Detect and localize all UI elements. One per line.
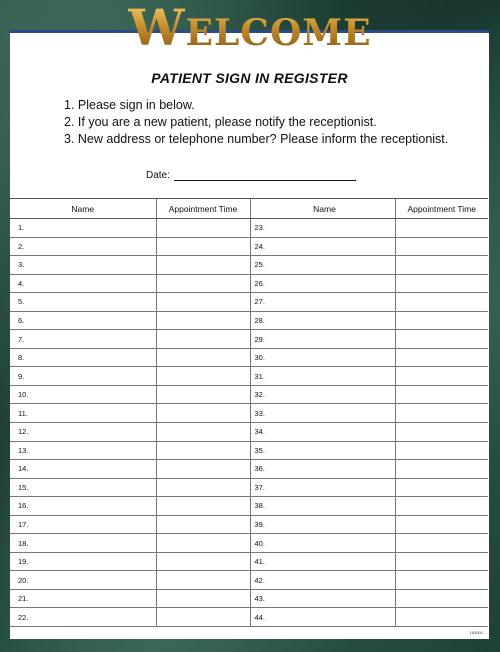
appointment-time-cell[interactable] (395, 478, 488, 497)
table-row (10, 348, 488, 367)
welcome-rest-letters: ELCOME (185, 12, 372, 54)
name-cell[interactable]: 17. (10, 515, 156, 534)
sign-in-sheet (10, 30, 489, 639)
table-row (10, 293, 488, 312)
name-cell[interactable]: 15. (10, 478, 156, 497)
date-label: Date: (146, 170, 170, 181)
appointment-time-cell[interactable] (156, 515, 250, 534)
name-cell[interactable]: 12. (10, 423, 156, 442)
name-cell[interactable]: 36. (250, 460, 395, 479)
appointment-time-cell[interactable] (395, 293, 488, 312)
name-cell[interactable]: 19. (10, 552, 156, 571)
name-cell[interactable]: 42. (250, 571, 395, 590)
appointment-time-cell[interactable] (156, 497, 250, 516)
appointment-time-cell[interactable] (395, 608, 488, 627)
appointment-time-cell[interactable] (395, 460, 488, 479)
appointment-time-cell[interactable] (156, 478, 250, 497)
name-cell[interactable]: 8. (10, 348, 156, 367)
appointment-time-cell[interactable] (395, 497, 488, 516)
appointment-time-cell[interactable] (156, 256, 250, 275)
appointment-time-cell[interactable] (395, 515, 488, 534)
appointment-time-cell[interactable] (156, 293, 250, 312)
appointment-time-cell[interactable] (156, 367, 250, 386)
table-row (10, 404, 488, 423)
appointment-time-cell[interactable] (395, 311, 488, 330)
table-row (10, 460, 488, 479)
table-header-row (10, 199, 488, 219)
appointment-time-cell[interactable] (156, 571, 250, 590)
sign-in-table (10, 198, 488, 627)
appointment-time-cell[interactable] (156, 589, 250, 608)
table-row (10, 330, 488, 349)
table-row (10, 608, 488, 627)
appointment-time-cell[interactable] (395, 274, 488, 293)
appointment-time-cell[interactable] (156, 237, 250, 256)
name-cell[interactable]: 7. (10, 330, 156, 349)
date-row (146, 169, 356, 181)
appointment-time-cell[interactable] (395, 219, 488, 238)
name-cell[interactable]: 37. (250, 478, 395, 497)
name-cell[interactable]: 6. (10, 311, 156, 330)
name-cell[interactable]: 28. (250, 311, 395, 330)
name-cell[interactable]: 38. (250, 497, 395, 516)
appointment-time-cell[interactable] (395, 348, 488, 367)
name-cell[interactable]: 23. (250, 219, 395, 238)
appointment-time-cell[interactable] (395, 330, 488, 349)
appointment-time-cell[interactable] (156, 552, 250, 571)
table-row (10, 423, 488, 442)
column-header-appointment-time: Appointment Time (156, 199, 250, 219)
name-cell[interactable]: 13. (10, 441, 156, 460)
table-row (10, 478, 488, 497)
name-cell[interactable]: 31. (250, 367, 395, 386)
table-row (10, 441, 488, 460)
name-cell[interactable]: 10. (10, 385, 156, 404)
name-cell[interactable]: 11. (10, 404, 156, 423)
name-cell[interactable]: 3. (10, 256, 156, 275)
table-row (10, 256, 488, 275)
name-cell[interactable]: 34. (250, 423, 395, 442)
table-row (10, 237, 488, 256)
appointment-time-cell[interactable] (156, 274, 250, 293)
instruction-item: 2. If you are a new patient, please notify the receptionist. (64, 115, 377, 129)
name-cell[interactable]: 30. (250, 348, 395, 367)
column-header-appointment-time: Appointment Time (395, 199, 488, 219)
appointment-time-cell[interactable] (395, 367, 488, 386)
name-cell[interactable]: 5. (10, 293, 156, 312)
appointment-time-cell[interactable] (395, 256, 488, 275)
instruction-item: 1. Please sign in below. (64, 98, 195, 112)
name-cell[interactable]: 35. (250, 441, 395, 460)
appointment-time-cell[interactable] (156, 330, 250, 349)
name-cell[interactable]: 24. (250, 237, 395, 256)
form-code: 163001 (469, 630, 483, 635)
name-cell[interactable]: 4. (10, 274, 156, 293)
name-cell[interactable]: 25. (250, 256, 395, 275)
welcome-banner (0, 0, 500, 57)
appointment-time-cell[interactable] (395, 237, 488, 256)
instruction-item: 3. New address or telephone number? Please inform the receptionist. (64, 132, 449, 146)
table-row (10, 571, 488, 590)
name-cell[interactable]: 20. (10, 571, 156, 590)
name-cell[interactable]: 27. (250, 293, 395, 312)
table-row (10, 515, 488, 534)
name-cell[interactable]: 14. (10, 460, 156, 479)
appointment-time-cell[interactable] (156, 385, 250, 404)
name-cell[interactable]: 1. (10, 219, 156, 238)
appointment-time-cell[interactable] (395, 571, 488, 590)
name-cell[interactable]: 2. (10, 237, 156, 256)
table-row (10, 367, 488, 386)
name-cell[interactable]: 39. (250, 515, 395, 534)
name-cell[interactable]: 9. (10, 367, 156, 386)
appointment-time-cell[interactable] (395, 534, 488, 553)
table-row (10, 534, 488, 553)
appointment-time-cell[interactable] (395, 441, 488, 460)
appointment-time-cell[interactable] (395, 552, 488, 571)
date-field[interactable] (174, 169, 356, 181)
appointment-time-cell[interactable] (395, 385, 488, 404)
appointment-time-cell[interactable] (156, 460, 250, 479)
column-header-name: Name (250, 199, 395, 219)
name-cell[interactable]: 33. (250, 404, 395, 423)
page-title: PATIENT SIGN IN REGISTER (151, 70, 348, 86)
appointment-time-cell[interactable] (395, 423, 488, 442)
name-cell[interactable]: 21. (10, 589, 156, 608)
welcome-first-letter: W (128, 0, 186, 57)
appointment-time-cell[interactable] (156, 219, 250, 238)
appointment-time-cell[interactable] (156, 423, 250, 442)
sign-in-rows (10, 219, 488, 627)
table-row (10, 274, 488, 293)
name-cell[interactable]: 26. (250, 274, 395, 293)
column-header-name: Name (10, 199, 156, 219)
table-row (10, 589, 488, 608)
appointment-time-cell[interactable] (395, 589, 488, 608)
name-cell[interactable]: 16. (10, 497, 156, 516)
appointment-time-cell[interactable] (156, 608, 250, 627)
appointment-time-cell[interactable] (156, 441, 250, 460)
name-cell[interactable]: 40. (250, 534, 395, 553)
name-cell[interactable]: 18. (10, 534, 156, 553)
appointment-time-cell[interactable] (156, 348, 250, 367)
table-row (10, 497, 488, 516)
table-row (10, 385, 488, 404)
table-row (10, 311, 488, 330)
appointment-time-cell[interactable] (156, 534, 250, 553)
table-row (10, 552, 488, 571)
name-cell[interactable]: 41. (250, 552, 395, 571)
appointment-time-cell[interactable] (156, 404, 250, 423)
name-cell[interactable]: 32. (250, 385, 395, 404)
name-cell[interactable]: 22. (10, 608, 156, 627)
table-row (10, 219, 488, 238)
instructions-list (64, 97, 448, 148)
name-cell[interactable]: 29. (250, 330, 395, 349)
appointment-time-cell[interactable] (395, 404, 488, 423)
name-cell[interactable]: 44. (250, 608, 395, 627)
name-cell[interactable]: 43. (250, 589, 395, 608)
appointment-time-cell[interactable] (156, 311, 250, 330)
